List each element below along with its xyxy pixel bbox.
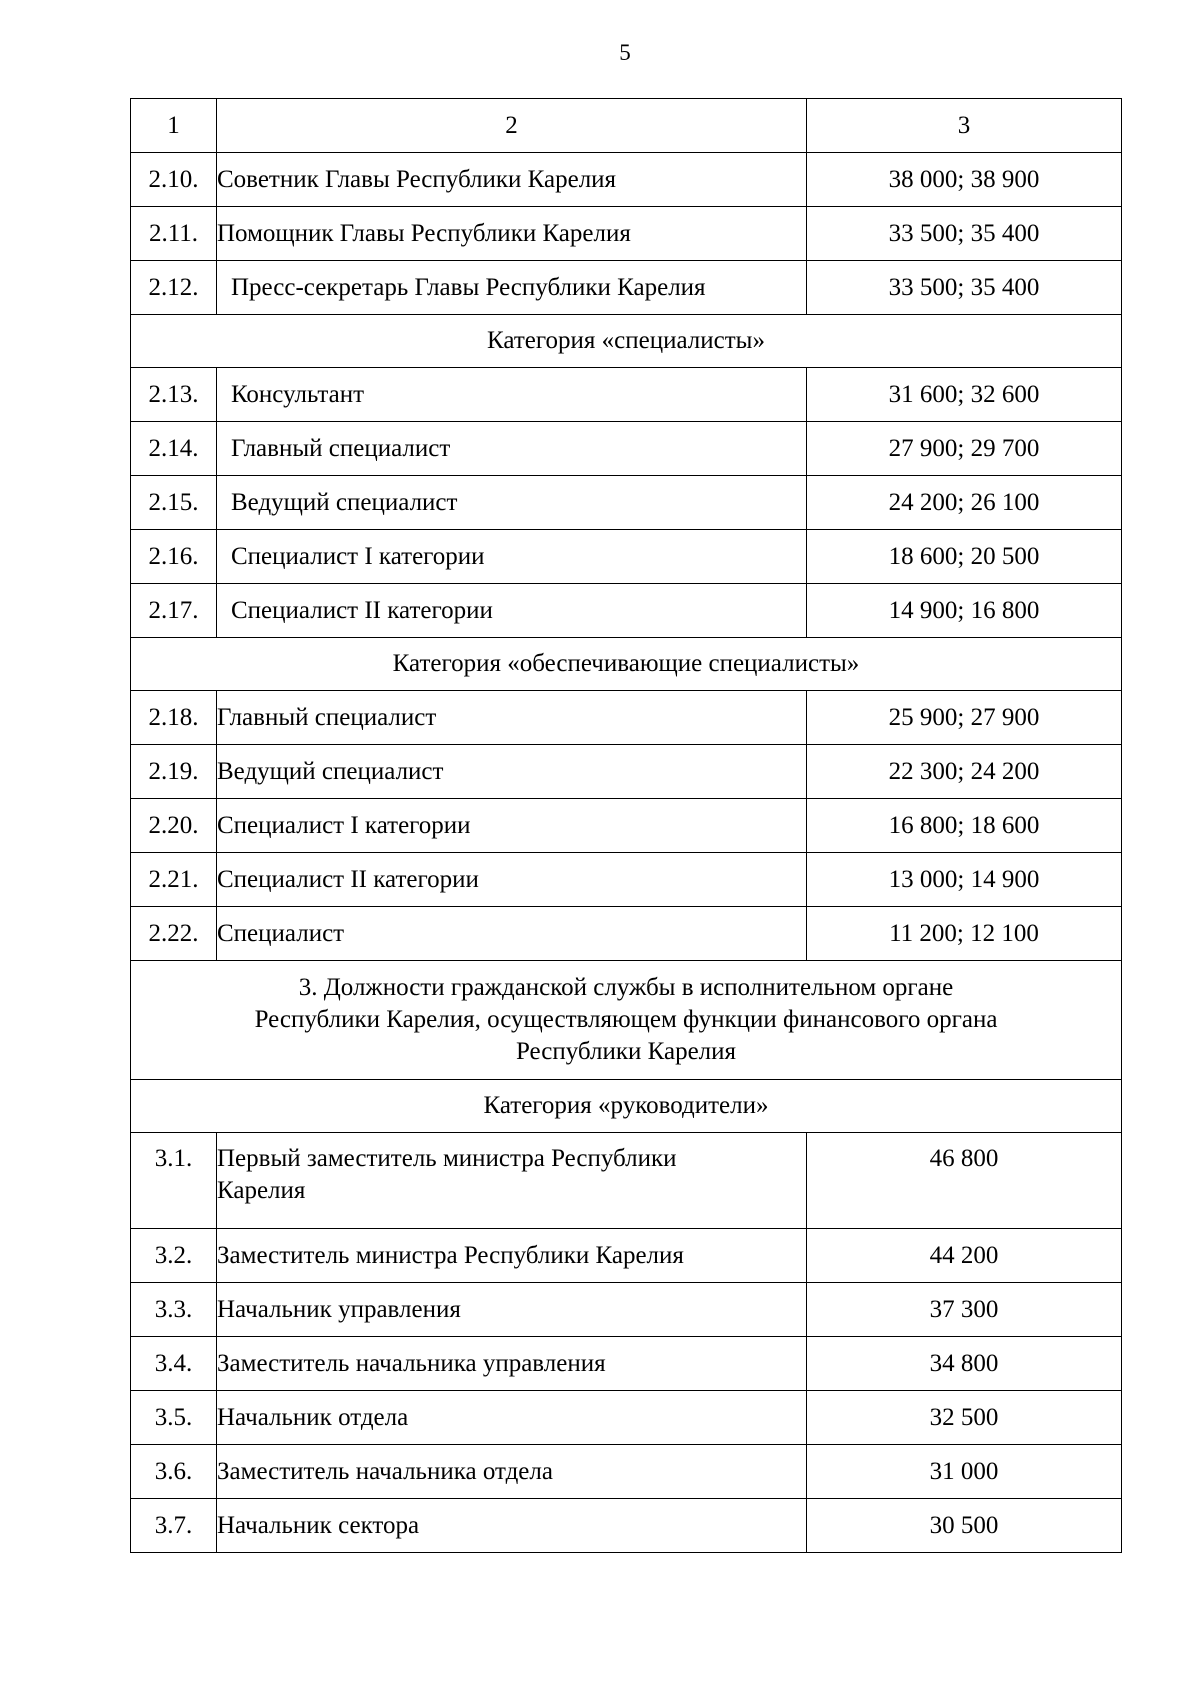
salary-value: 32 500 (807, 1391, 1122, 1445)
position-name: Начальник отдела (217, 1391, 807, 1445)
position-name: Специалист II категории (217, 853, 807, 907)
table-row (131, 261, 1122, 315)
column-header-2: 2 (217, 99, 807, 153)
salary-value: 46 800 (807, 1133, 1122, 1229)
table-row (131, 207, 1122, 261)
column-header-3: 3 (807, 99, 1122, 153)
row-number: 2.17. (131, 584, 217, 638)
position-name: Советник Главы Республики Карелия (217, 153, 807, 207)
salary-value: 24 200; 26 100 (807, 476, 1122, 530)
table-row (131, 799, 1122, 853)
position-name: Специалист (217, 907, 807, 961)
position-name (217, 1133, 807, 1229)
position-name: Ведущий специалист (217, 745, 807, 799)
category-row (131, 1080, 1122, 1133)
salary-value: 33 500; 35 400 (807, 261, 1122, 315)
section-3-heading-line: Республики Карелия, осуществляющем функции финансового органа (254, 1006, 998, 1033)
table-row (131, 1445, 1122, 1499)
table-row (131, 584, 1122, 638)
table-row (131, 853, 1122, 907)
row-number: 3.3. (131, 1283, 217, 1337)
table-row (131, 691, 1122, 745)
table-row (131, 1229, 1122, 1283)
section-3-heading-line: 3. Должности гражданской службы в исполнительном органе (298, 974, 954, 1001)
row-number: 3.2. (131, 1229, 217, 1283)
table-row (131, 745, 1122, 799)
row-number: 2.22. (131, 907, 217, 961)
row-number: 3.1. (131, 1133, 217, 1229)
salary-value: 11 200; 12 100 (807, 907, 1122, 961)
table-row (131, 1283, 1122, 1337)
position-name: Главный специалист (217, 422, 807, 476)
position-name: Пресс-секретарь Главы Республики Карелия (217, 261, 807, 315)
table-row (131, 1391, 1122, 1445)
row-number: 2.10. (131, 153, 217, 207)
section-3-heading (131, 961, 1122, 1080)
row-number: 2.14. (131, 422, 217, 476)
row-number: 2.11. (131, 207, 217, 261)
table-row (131, 153, 1122, 207)
salary-value: 38 000; 38 900 (807, 153, 1122, 207)
salary-table (130, 98, 1122, 1553)
row-number: 2.19. (131, 745, 217, 799)
row-number: 2.15. (131, 476, 217, 530)
salary-value: 33 500; 35 400 (807, 207, 1122, 261)
position-name: Заместитель министра Республики Карелия (217, 1229, 807, 1283)
table-row (131, 476, 1122, 530)
position-name: Специалист I категории (217, 530, 807, 584)
salary-value: 44 200 (807, 1229, 1122, 1283)
salary-value: 31 000 (807, 1445, 1122, 1499)
position-name: Начальник сектора (217, 1499, 807, 1553)
row-number: 2.21. (131, 853, 217, 907)
position-name: Ведущий специалист (217, 476, 807, 530)
position-name: Специалист II категории (217, 584, 807, 638)
salary-value: 14 900; 16 800 (807, 584, 1122, 638)
salary-value: 31 600; 32 600 (807, 368, 1122, 422)
row-number: 2.16. (131, 530, 217, 584)
section-3-heading-line: Республики Карелия (515, 1038, 737, 1065)
position-name: Начальник управления (217, 1283, 807, 1337)
position-name: Специалист I категории (217, 799, 807, 853)
position-name: Заместитель начальника отдела (217, 1445, 807, 1499)
table-row (131, 1133, 1122, 1229)
table-row (131, 422, 1122, 476)
section-heading-row (131, 961, 1122, 1080)
salary-value: 27 900; 29 700 (807, 422, 1122, 476)
salary-value: 34 800 (807, 1337, 1122, 1391)
salary-value: 18 600; 20 500 (807, 530, 1122, 584)
table-row (131, 907, 1122, 961)
position-name: Консультант (217, 368, 807, 422)
row-number: 3.6. (131, 1445, 217, 1499)
row-number: 3.4. (131, 1337, 217, 1391)
salary-value: 37 300 (807, 1283, 1122, 1337)
position-name: Заместитель начальника управления (217, 1337, 807, 1391)
category-support-heading: Категория «обеспечивающие специалисты» (131, 638, 1122, 691)
category-specialists-heading: Категория «специалисты» (131, 315, 1122, 368)
table-header-row (131, 99, 1122, 153)
salary-value: 25 900; 27 900 (807, 691, 1122, 745)
position-name-line: Первый заместитель министра Республики (217, 1145, 677, 1172)
row-number: 3.5. (131, 1391, 217, 1445)
page-number: 5 (619, 40, 631, 65)
row-number: 2.18. (131, 691, 217, 745)
position-name: Помощник Главы Республики Карелия (217, 207, 807, 261)
row-number: 2.13. (131, 368, 217, 422)
table-row (131, 1337, 1122, 1391)
row-number: 2.12. (131, 261, 217, 315)
column-header-1: 1 (131, 99, 217, 153)
table-row (131, 368, 1122, 422)
salary-value: 13 000; 14 900 (807, 853, 1122, 907)
salary-value: 22 300; 24 200 (807, 745, 1122, 799)
category-row (131, 315, 1122, 368)
salary-value: 30 500 (807, 1499, 1122, 1553)
position-name: Главный специалист (217, 691, 807, 745)
table-row (131, 530, 1122, 584)
position-name-line: Карелия (217, 1177, 306, 1204)
row-number: 3.7. (131, 1499, 217, 1553)
category-leaders-heading: Категория «руководители» (131, 1080, 1122, 1133)
table-row (131, 1499, 1122, 1553)
row-number: 2.20. (131, 799, 217, 853)
salary-value: 16 800; 18 600 (807, 799, 1122, 853)
category-row (131, 638, 1122, 691)
